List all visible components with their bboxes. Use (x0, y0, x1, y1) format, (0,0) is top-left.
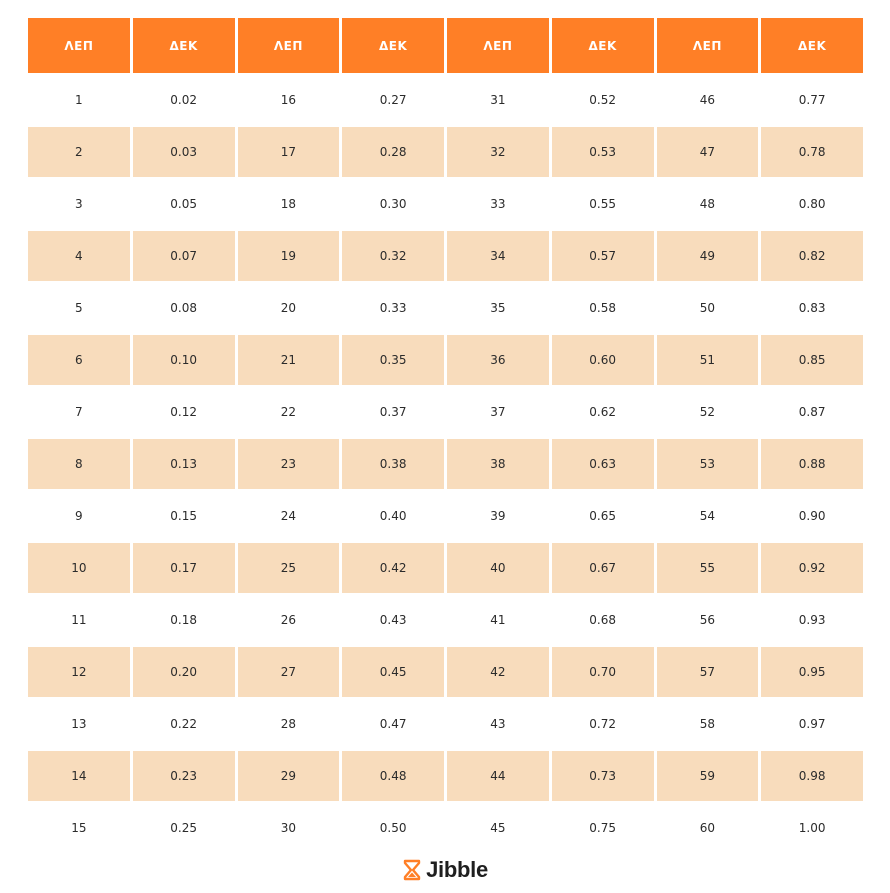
decimal-hours-cell: 0.83 (798, 301, 826, 315)
decimal-hours-cell: 0.25 (170, 821, 197, 835)
minutes-cell: 8 (28, 439, 130, 489)
decimal-hours-cell: 0.77 (798, 93, 826, 107)
minutes-cell: 19 (238, 231, 340, 281)
minutes-cell: 32 (447, 127, 549, 177)
minutes-cell: 28 (280, 717, 297, 731)
header-decimal-1: ΔΕΚ (133, 18, 235, 73)
decimal-hours-cell: 0.32 (342, 231, 444, 281)
minutes-cell: 54 (699, 509, 716, 523)
decimal-hours-cell: 0.63 (552, 439, 654, 489)
decimal-hours-cell: 0.73 (552, 751, 654, 801)
decimal-hours-cell: 0.60 (552, 335, 654, 385)
minutes-cell: 46 (699, 93, 716, 107)
decimal-hours-cell: 0.75 (589, 821, 616, 835)
decimal-hours-cell: 0.47 (379, 717, 407, 731)
minutes-cell: 42 (447, 647, 549, 697)
header-minutes-3: ΛΕΠ (447, 18, 549, 73)
decimal-hours-cell: 0.85 (761, 335, 863, 385)
conversion-grid (28, 18, 863, 853)
decimal-hours-cell: 0.27 (379, 93, 407, 107)
minutes-cell: 31 (490, 93, 506, 107)
header-decimal-4: ΔΕΚ (761, 18, 863, 73)
minutes-cell: 33 (490, 197, 506, 211)
decimal-hours-cell: 0.28 (342, 127, 444, 177)
minutes-cell: 57 (657, 647, 759, 697)
minutes-cell: 1 (75, 93, 83, 107)
decimal-hours-cell: 0.23 (133, 751, 235, 801)
minutes-cell: 39 (490, 509, 506, 523)
decimal-hours-cell: 0.10 (133, 335, 235, 385)
minutes-cell: 16 (280, 93, 297, 107)
decimal-hours-cell: 0.88 (761, 439, 863, 489)
decimal-hours-cell: 0.17 (133, 543, 235, 593)
minutes-cell: 23 (238, 439, 340, 489)
minutes-cell: 24 (280, 509, 297, 523)
decimal-hours-cell: 0.33 (379, 301, 407, 315)
decimal-hours-cell: 0.15 (170, 509, 197, 523)
decimal-hours-cell: 0.62 (589, 405, 616, 419)
decimal-hours-cell: 0.03 (133, 127, 235, 177)
decimal-hours-cell: 0.50 (379, 821, 407, 835)
decimal-hours-cell: 1.00 (798, 821, 826, 835)
header-decimal-3: ΔΕΚ (552, 18, 654, 73)
minutes-cell: 26 (280, 613, 297, 627)
decimal-hours-cell: 0.87 (798, 405, 826, 419)
minutes-cell: 13 (71, 717, 87, 731)
decimal-hours-cell: 0.08 (170, 301, 197, 315)
decimal-hours-cell: 0.97 (798, 717, 826, 731)
decimal-hours-cell: 0.20 (133, 647, 235, 697)
decimal-hours-cell: 0.45 (342, 647, 444, 697)
minutes-cell: 11 (71, 613, 87, 627)
decimal-hours-cell: 0.07 (133, 231, 235, 281)
minutes-cell: 47 (657, 127, 759, 177)
decimal-hours-cell: 0.42 (342, 543, 444, 593)
minutes-cell: 60 (699, 821, 716, 835)
decimal-hours-cell: 0.95 (761, 647, 863, 697)
decimal-hours-cell: 0.53 (552, 127, 654, 177)
conversion-table (28, 18, 863, 853)
minutes-cell: 37 (490, 405, 506, 419)
minutes-cell: 6 (28, 335, 130, 385)
minutes-cell: 49 (657, 231, 759, 281)
decimal-hours-cell: 0.22 (170, 717, 197, 731)
minutes-cell: 52 (699, 405, 716, 419)
minutes-cell: 55 (657, 543, 759, 593)
decimal-hours-cell: 0.67 (552, 543, 654, 593)
brand-footer (0, 853, 890, 887)
decimal-hours-cell: 0.43 (379, 613, 407, 627)
minutes-cell: 43 (490, 717, 506, 731)
decimal-hours-cell: 0.72 (589, 717, 616, 731)
minutes-cell: 59 (657, 751, 759, 801)
minutes-cell: 30 (280, 821, 297, 835)
decimal-hours-cell: 0.48 (342, 751, 444, 801)
minutes-cell: 51 (657, 335, 759, 385)
minutes-cell: 50 (699, 301, 716, 315)
decimal-hours-cell: 0.05 (170, 197, 197, 211)
minutes-cell: 48 (699, 197, 716, 211)
minutes-cell: 7 (75, 405, 83, 419)
minutes-cell: 53 (657, 439, 759, 489)
minutes-cell: 27 (238, 647, 340, 697)
decimal-hours-cell: 0.52 (589, 93, 616, 107)
header-minutes-1: ΛΕΠ (28, 18, 130, 73)
minutes-cell: 3 (75, 197, 83, 211)
minutes-cell: 5 (75, 301, 83, 315)
minutes-cell: 35 (490, 301, 506, 315)
minutes-cell: 38 (447, 439, 549, 489)
decimal-hours-cell: 0.37 (379, 405, 407, 419)
decimal-hours-cell: 0.18 (170, 613, 197, 627)
minutes-cell: 10 (28, 543, 130, 593)
minutes-cell: 40 (447, 543, 549, 593)
minutes-cell: 2 (28, 127, 130, 177)
minutes-cell: 14 (28, 751, 130, 801)
decimal-hours-cell: 0.92 (761, 543, 863, 593)
minutes-cell: 15 (71, 821, 87, 835)
decimal-hours-cell: 0.12 (170, 405, 197, 419)
decimal-hours-cell: 0.57 (552, 231, 654, 281)
decimal-hours-cell: 0.80 (798, 197, 826, 211)
minutes-cell: 25 (238, 543, 340, 593)
minutes-cell: 29 (238, 751, 340, 801)
decimal-hours-cell: 0.38 (342, 439, 444, 489)
decimal-hours-cell: 0.78 (761, 127, 863, 177)
decimal-hours-cell: 0.02 (170, 93, 197, 107)
decimal-hours-cell: 0.40 (379, 509, 407, 523)
decimal-hours-cell: 0.58 (589, 301, 616, 315)
minutes-cell: 12 (28, 647, 130, 697)
minutes-cell: 44 (447, 751, 549, 801)
decimal-hours-cell: 0.68 (589, 613, 616, 627)
minutes-cell: 36 (447, 335, 549, 385)
minutes-cell: 4 (28, 231, 130, 281)
minutes-cell: 58 (699, 717, 716, 731)
decimal-hours-cell: 0.82 (761, 231, 863, 281)
hourglass-icon (402, 859, 422, 881)
decimal-hours-cell: 0.55 (589, 197, 616, 211)
decimal-hours-cell: 0.13 (133, 439, 235, 489)
minutes-cell: 9 (75, 509, 83, 523)
minutes-cell: 17 (238, 127, 340, 177)
brand-name: Jibble (426, 857, 488, 882)
minutes-cell: 45 (490, 821, 506, 835)
minutes-cell: 20 (280, 301, 297, 315)
decimal-hours-cell: 0.30 (379, 197, 407, 211)
minutes-cell: 41 (490, 613, 506, 627)
decimal-hours-cell: 0.65 (589, 509, 616, 523)
minutes-cell: 56 (699, 613, 716, 627)
decimal-hours-cell: 0.98 (761, 751, 863, 801)
decimal-hours-cell: 0.90 (798, 509, 826, 523)
minutes-cell: 22 (280, 405, 297, 419)
decimal-hours-cell: 0.70 (552, 647, 654, 697)
minutes-cell: 34 (447, 231, 549, 281)
header-minutes-4: ΛΕΠ (657, 18, 759, 73)
decimal-hours-cell: 0.93 (798, 613, 826, 627)
minutes-cell: 18 (280, 197, 297, 211)
decimal-hours-cell: 0.35 (342, 335, 444, 385)
header-minutes-2: ΛΕΠ (238, 18, 340, 73)
minutes-cell: 21 (238, 335, 340, 385)
header-decimal-2: ΔΕΚ (342, 18, 444, 73)
